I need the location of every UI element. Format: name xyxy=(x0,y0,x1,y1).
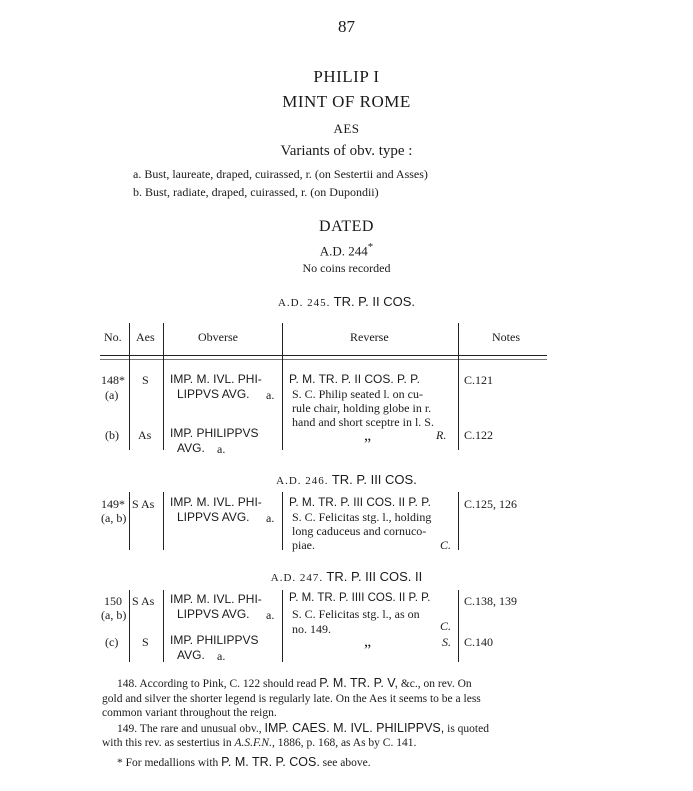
footnote-legend: P. M. TR. P. V, xyxy=(319,676,398,690)
footnote-text: &c., on rev. On xyxy=(400,678,472,690)
column-divider xyxy=(282,590,283,662)
footnote-text: is quoted xyxy=(447,723,489,735)
metal-heading: AES xyxy=(333,121,360,136)
ditto-mark: „ xyxy=(364,633,372,650)
obverse-legend: AVG. xyxy=(177,648,205,662)
obverse-type: a. xyxy=(217,442,226,456)
emperor-heading: PHILIP I xyxy=(313,67,380,86)
obverse-legend: LIPPVS AVG. xyxy=(177,510,250,524)
column-divider xyxy=(163,492,164,550)
column-divider xyxy=(163,323,164,450)
coin-variant: (a) xyxy=(105,388,119,402)
reverse-legend: P. M. TR. P. IIII COS. II P. P. xyxy=(289,592,431,604)
mint-heading: MINT OF ROME xyxy=(282,92,411,111)
footnote-text: see above. xyxy=(322,757,371,769)
reverse-legend: P. M. TR. P. II COS. P. P. xyxy=(289,372,420,386)
dated-heading: DATED xyxy=(319,218,374,235)
col-header-no: No. xyxy=(104,330,122,344)
section-legend: TR. P. III COS. II xyxy=(326,569,423,584)
coin-variant: (b) xyxy=(105,428,119,442)
reverse-mark: R. xyxy=(436,428,447,442)
variant-b: b. Bust, radiate, draped, cuirassed, r. (on Dupondii) xyxy=(133,185,379,199)
col-header-notes: Notes xyxy=(492,330,520,344)
coin-variant: (c) xyxy=(105,635,119,649)
section-year: A.D. 247. xyxy=(270,572,324,584)
footnote-148-line1 xyxy=(117,675,472,692)
column-divider xyxy=(129,590,130,662)
coin-variant: (a, b) xyxy=(101,608,127,622)
column-divider xyxy=(282,492,283,550)
header-rule-thin xyxy=(100,359,547,360)
header-rule xyxy=(100,355,547,356)
variant-a: a. Bust, laureate, draped, cuirassed, r. (on Sestertii and Asses) xyxy=(133,167,428,181)
reverse-description: S. C. Philip seated l. on cu- xyxy=(292,387,423,401)
footnote-source: A.S.F.N., xyxy=(234,737,275,749)
denomination: S xyxy=(142,373,149,387)
ad244-heading xyxy=(0,241,693,259)
obverse-legend: IMP. M. IVL. PHI- xyxy=(170,495,262,509)
section-heading-247 xyxy=(0,569,693,585)
section-heading-245 xyxy=(0,294,693,310)
notes-reference: C.121 xyxy=(464,373,494,387)
ad244-label: A.D. 244 xyxy=(319,243,368,259)
footnote-148-line2: gold and silver the shorter legend is regularly late. On the Aes it seems to be a less xyxy=(102,693,481,705)
ad244-asterisk: * xyxy=(367,241,374,253)
no-coins-note: No coins recorded xyxy=(302,261,391,275)
column-divider xyxy=(458,323,459,450)
reverse-description: hand and short sceptre in l. S. xyxy=(292,415,434,429)
obverse-legend: IMP. M. IVL. PHI- xyxy=(170,592,262,606)
coin-variant: (a, b) xyxy=(101,511,127,525)
column-divider xyxy=(458,590,459,662)
footnote-legend: P. M. TR. P. COS. xyxy=(221,755,320,769)
obverse-legend: AVG. xyxy=(177,441,205,455)
reverse-description: S. C. Felicitas stg. l., holding xyxy=(292,510,432,524)
reverse-description: piae. xyxy=(292,538,315,552)
notes-reference: C.138, 139 xyxy=(464,594,518,608)
section-legend: TR. P. II COS. xyxy=(333,294,416,309)
reverse-mark: C. xyxy=(440,619,452,633)
column-divider xyxy=(282,323,283,450)
section-legend: TR. P. III COS. xyxy=(331,472,417,487)
denomination: S As xyxy=(132,594,155,608)
coin-number: 150 xyxy=(104,594,122,608)
col-header-aes: Aes xyxy=(136,330,155,344)
denomination: S As xyxy=(132,497,155,511)
footnote-text: with this rev. as sestertius in xyxy=(102,737,232,749)
column-divider xyxy=(458,492,459,550)
footnote-text: * For medallions with xyxy=(117,757,219,769)
column-divider xyxy=(129,323,130,450)
denomination: As xyxy=(138,428,152,442)
notes-reference: C.125, 126 xyxy=(464,497,518,511)
obverse-type: a. xyxy=(266,388,275,402)
reverse-description: long caduceus and cornuco- xyxy=(292,524,427,538)
section-year: A.D. 245. xyxy=(277,297,331,309)
reverse-mark: S. xyxy=(442,635,451,649)
footnote-text: 149. The rare and unusual obv., xyxy=(117,723,262,735)
footnote-148-line3: common variant throughout the reign. xyxy=(102,707,277,719)
footnote-text: 1886, p. 168, as As by C. 141. xyxy=(277,737,417,749)
obverse-legend: LIPPVS AVG. xyxy=(177,607,250,621)
col-header-reverse: Reverse xyxy=(350,330,389,344)
obverse-type: a. xyxy=(266,608,275,622)
notes-reference: C.140 xyxy=(464,635,494,649)
coin-number: 148* xyxy=(101,373,125,387)
footnote-legend: IMP. CAES. M. IVL. PHILIPPVS, xyxy=(264,721,445,735)
obverse-legend: IMP. PHILIPPVS xyxy=(170,633,259,647)
obverse-type: a. xyxy=(217,649,226,663)
footnote-medallions xyxy=(117,754,371,771)
obverse-legend: IMP. PHILIPPVS xyxy=(170,426,259,440)
notes-reference: C.122 xyxy=(464,428,494,442)
reverse-description: S. C. Felicitas stg. l., as on xyxy=(292,607,420,621)
reverse-legend: P. M. TR. P. III COS. II P. P. xyxy=(289,495,431,509)
footnote-text: 148. According to Pink, C. 122 should read xyxy=(117,678,317,690)
obverse-type: a. xyxy=(266,511,275,525)
reverse-mark: C. xyxy=(440,538,452,552)
obverse-legend: LIPPVS AVG. xyxy=(177,387,250,401)
col-header-obverse: Obverse xyxy=(198,330,238,344)
section-heading-246 xyxy=(0,472,693,488)
footnote-149-line2 xyxy=(102,735,416,751)
page-number: 87 xyxy=(338,17,355,36)
reverse-description: rule chair, holding globe in r. xyxy=(292,401,432,415)
column-divider xyxy=(163,590,164,662)
obverse-legend: IMP. M. IVL. PHI- xyxy=(170,372,262,386)
coin-number: 149* xyxy=(101,497,125,511)
section-year: A.D. 246. xyxy=(276,475,329,487)
ditto-mark: „ xyxy=(364,427,372,444)
variants-title: Variants of obv. type : xyxy=(280,143,413,159)
reverse-description: no. 149. xyxy=(292,622,331,636)
denomination: S xyxy=(142,635,149,649)
column-divider xyxy=(129,492,130,550)
